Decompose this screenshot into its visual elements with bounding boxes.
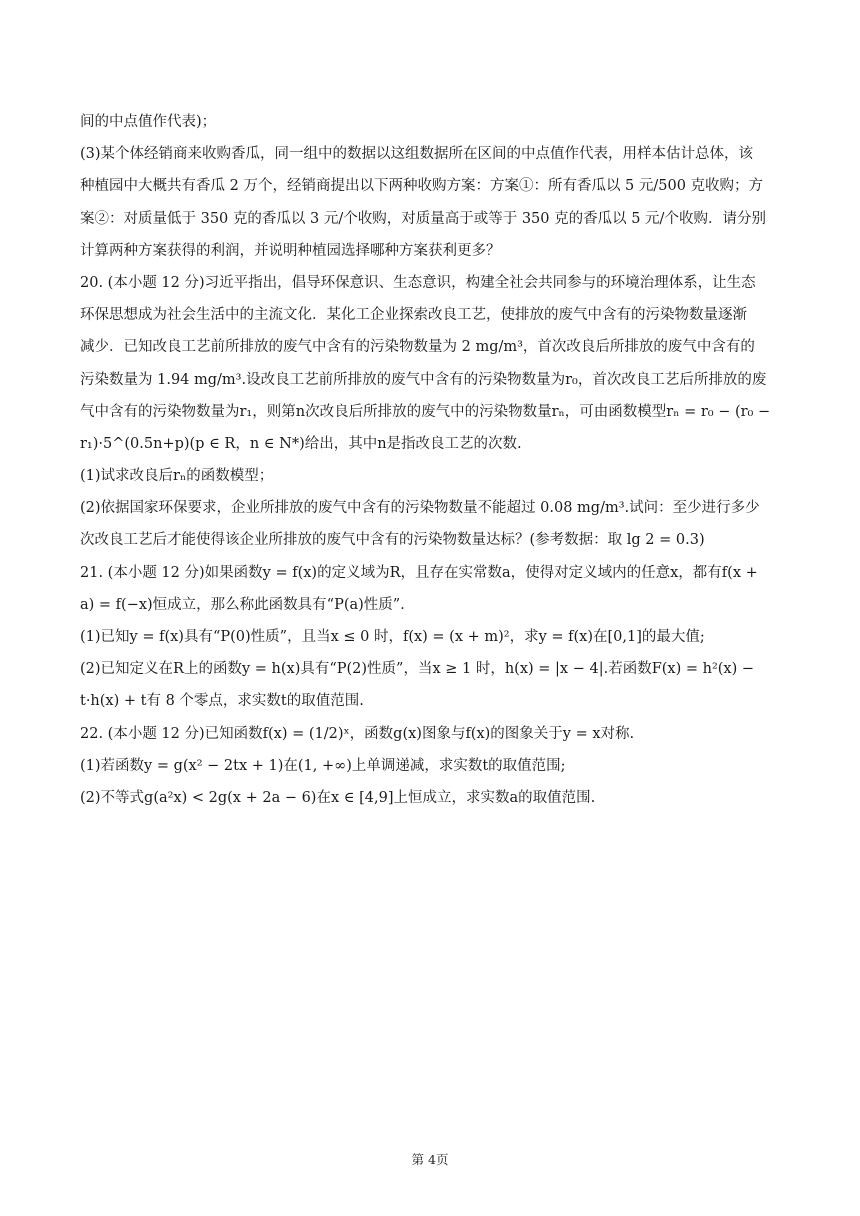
text-line: (2)已知定义在R上的函数y = h(x)具有“P(2)性质”，当x ≥ 1 时，h(x) = |x − 4|.若函数F(x) = h²(x) − xyxy=(80,661,755,678)
text-line: 案②：对质量低于 350 克的香瓜以 3 元/个收购，对质量高于或等于 350 克的香瓜以 5 元/个收购．请分别 xyxy=(80,210,766,227)
page-footer: 第 4页 xyxy=(411,1152,449,1167)
text-line: (2)依据国家环保要求，企业所排放的废气中含有的污染物数量不能超过 0.08 mg/m³.试问：至少进行多少 xyxy=(80,500,760,517)
text-line: r₁)·5^(0.5n+p)(p ∈ R，n ∈ N*)给出，其中n是指改良工艺的次数. xyxy=(80,435,522,452)
question-22-line: 22. (本小题 12 分)已知函数f(x) = (1/2)ˣ，函数g(x)图象与f(x)的图象关于y = x对称. xyxy=(80,725,635,742)
text-line: a) = f(−x)恒成立，那么称此函数具有“P(a)性质”． xyxy=(80,596,415,613)
text-line: (1)若函数y = g(x² − 2tx + 1)在(1, +∞)上单调递减，求实数t的取值范围; xyxy=(80,757,566,774)
text-line: (1)试求改良后rₙ的函数模型； xyxy=(80,468,274,485)
text-line: 种植园中大概共有香瓜 2 万个，经销商提出以下两种收购方案：方案①：所有香瓜以 5 元/500 克收购；方 xyxy=(80,178,764,195)
text-line: 环保思想成为社会生活中的主流文化．某化工企业探索改良工艺，使排放的废气中含有的污染物数量逐渐 xyxy=(80,307,747,324)
document-body xyxy=(80,106,785,814)
text-line: 次改良工艺后才能使得该企业所排放的废气中含有的污染物数量达标？(参考数据：取 lg 2 = 0.3) xyxy=(80,532,705,549)
text-line: (3)某个体经销商来收购香瓜，同一组中的数据以这组数据所在区间的中点值作代表，用样本估计总体，该 xyxy=(80,146,754,163)
text-line: 气中含有的污染物数量为r₁，则第n次改良后所排放的废气中的污染物数量rₙ，可由函数模型rₙ = r₀ − (r₀ − xyxy=(80,403,771,420)
text-line: 污染数量为 1.94 mg/m³.设改良工艺前所排放的废气中含有的污染物数量为r₀，首次改良工艺后所排放的废 xyxy=(80,371,767,388)
text-line: 减少．已知改良工艺前所排放的废气中含有的污染物数量为 2 mg/m³，首次改良后所排放的废气中含有的 xyxy=(80,339,755,356)
text-line: (2)不等式g(a²x) < 2g(x + 2a − 6)在x ∈ [4,9]上恒成立，求实数a的取值范围. xyxy=(80,789,596,806)
question-20-line: 20. (本小题 12 分)习近平指出，倡导环保意识、生态意识，构建全社会共同参与的环境治理体系，让生态 xyxy=(80,274,756,291)
text-line: 计算两种方案获得的利润，并说明种植园选择哪种方案获利更多？ xyxy=(80,242,501,259)
text-line: t·h(x) + t有 8 个零点，求实数t的取值范围. xyxy=(80,693,364,710)
question-21-line: 21. (本小题 12 分)如果函数y = f(x)的定义域为R，且存在实常数a，使得对定义域内的任意x，都有f(x + xyxy=(80,564,758,581)
text-line: (1)已知y = f(x)具有“P(0)性质”，且当x ≤ 0 时，f(x) = (x + m)²，求y = f(x)在[0,1]的最大值; xyxy=(80,629,705,645)
text-line: 间的中点值作代表)； xyxy=(80,114,217,130)
